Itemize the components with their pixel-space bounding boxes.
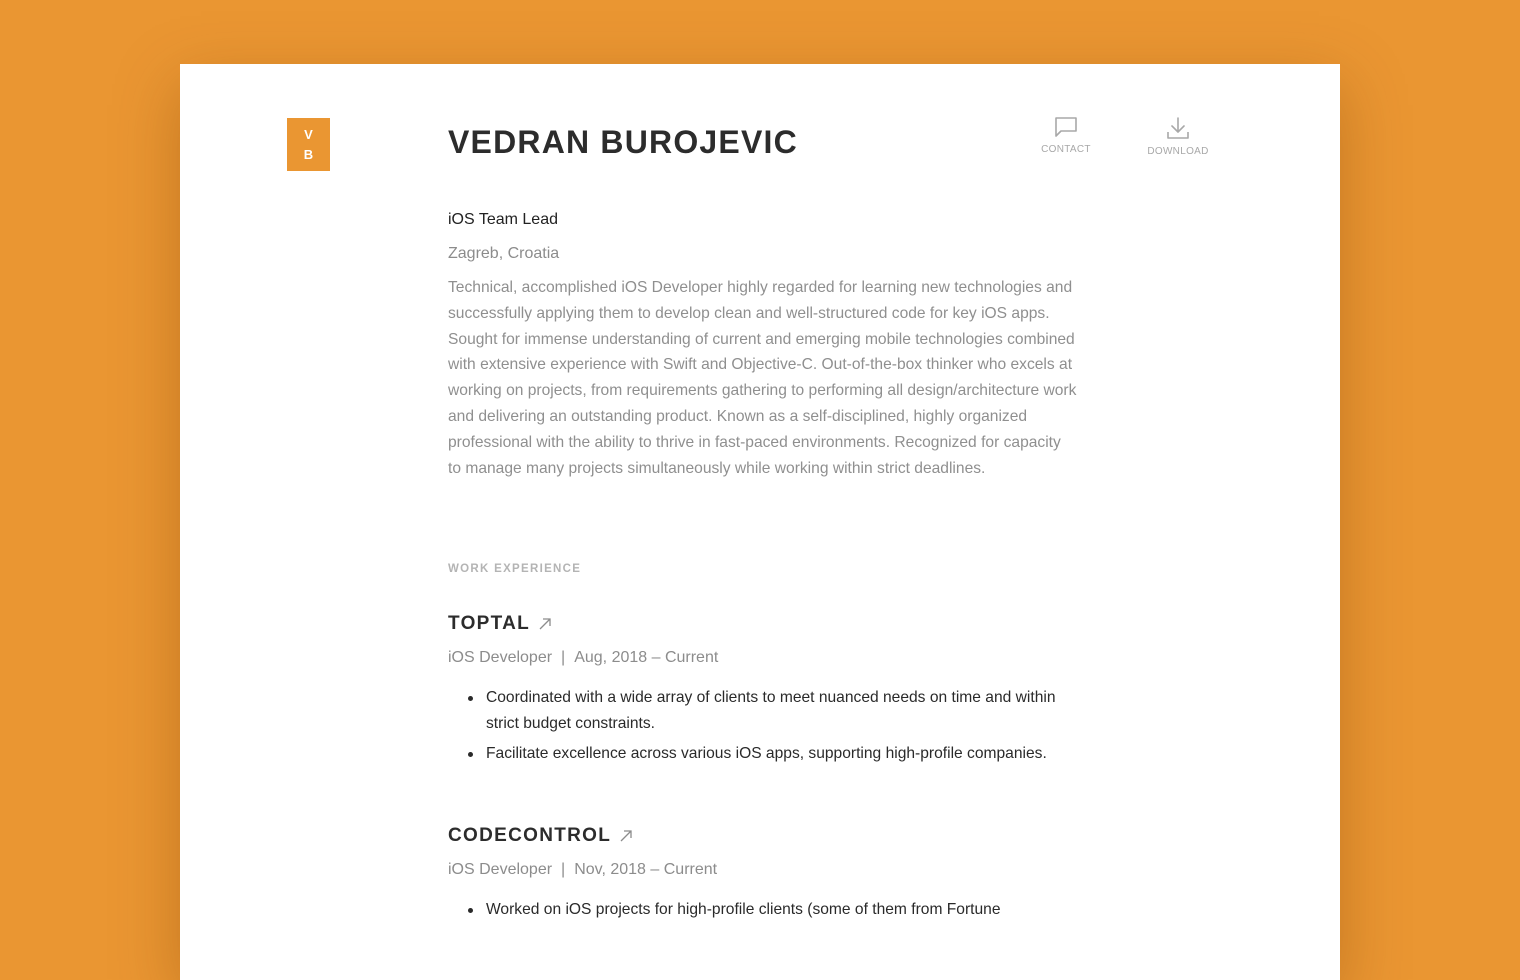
bullet-item: Facilitate excellence across various iOS apps, supporting high-profile companies. [486,741,1078,767]
job-period: Aug, 2018 – Current [574,649,719,667]
download-icon [1166,116,1190,140]
download-button[interactable] [1143,116,1213,157]
meta-separator: | [561,649,566,667]
resume-content [448,209,1078,927]
job-bullets [448,897,1078,923]
bullet-item: Worked on iOS projects for high-profile clients (some of them from Fortune [486,897,1078,923]
company-link[interactable] [448,825,1078,847]
job-period: Nov, 2018 – Current [574,860,718,878]
job-title: iOS Developer [448,860,553,878]
profile-location: Zagreb, Croatia [448,245,560,262]
bullet-item: Coordinated with a wide array of clients to meet nuanced needs on time and within strict budget constraints. [486,685,1078,737]
logo-initial-v: V [304,126,313,142]
chat-icon [1054,116,1078,138]
profile-role: iOS Team Lead [448,211,558,228]
external-link-icon [619,829,633,843]
logo-badge[interactable] [287,118,330,171]
job-entry [448,825,1078,923]
work-experience-heading: WORK EXPERIENCE [448,563,582,576]
job-meta [448,859,1078,881]
company-link[interactable] [448,613,1078,635]
download-label: DOWNLOAD [1147,146,1209,157]
company-name: CODECONTROL [448,824,612,846]
external-link-icon [538,617,552,631]
resume-card [180,64,1340,980]
job-title: iOS Developer [448,649,553,667]
logo-initial-b: B [303,146,314,162]
contact-button[interactable] [1038,116,1094,155]
job-bullets [448,685,1078,766]
company-name: TOPTAL [448,613,531,635]
job-meta [448,647,1078,669]
meta-separator: | [561,860,566,878]
profile-name: VEDRAN BUROJEVIC [448,124,798,160]
profile-summary: Technical, accomplished iOS Developer highly regarded for learning new technologies and successfully applying them to develop clean and well-structured code for key iOS apps. Sought for immense understanding of current and emerging mobile technologies combined with extensive experience with Swift and Objective-C. Out-of-the-box thinker who excels at working on projects, from requirements gathering to performing all design/architecture work and delivering an outstanding product. Known as a self-disciplined, highly organized professional with the ability to thrive in fast-paced environments. Recognized for capacity to manage many projects simultaneously while working within strict deadlines. [448,279,1077,477]
job-entry [448,613,1078,766]
contact-label: CONTACT [1041,144,1091,155]
